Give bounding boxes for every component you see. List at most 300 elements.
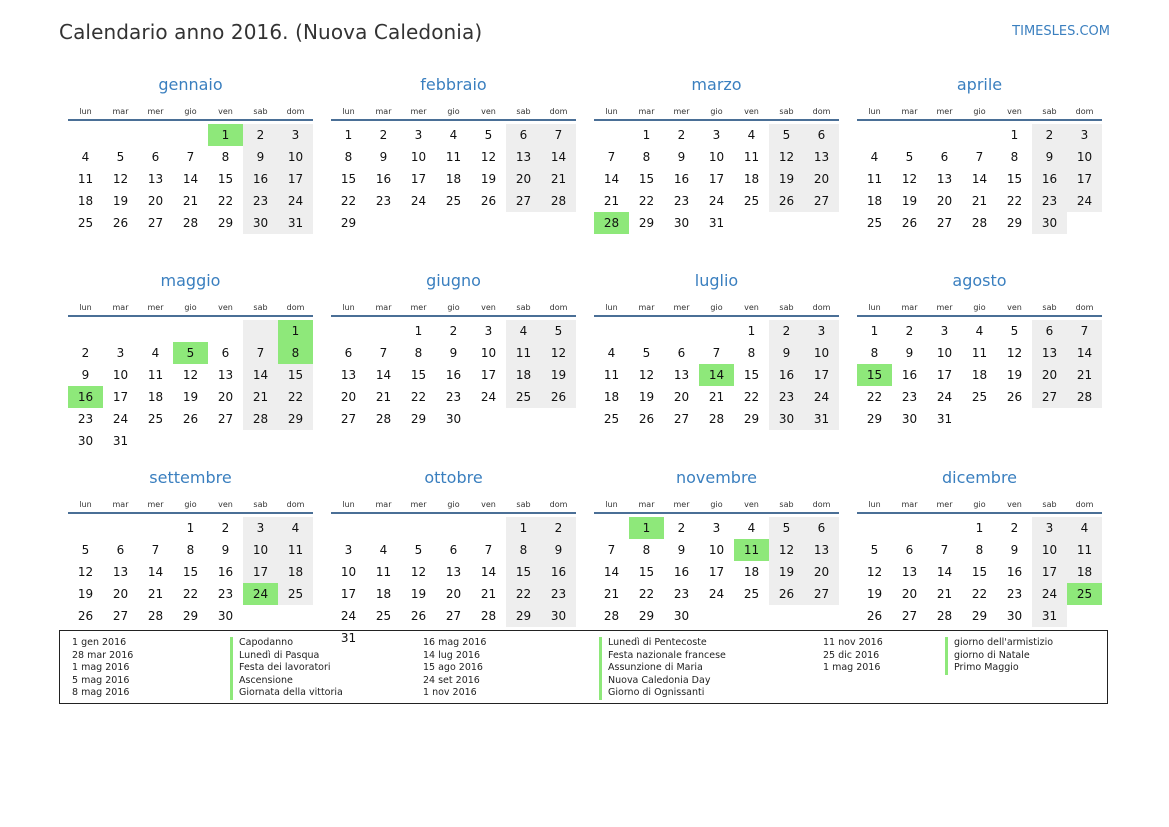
day-cell: 21 [708, 390, 725, 404]
weekday-label: gio [447, 107, 460, 116]
day-cell: 11 [77, 172, 94, 186]
day-cell: 28 [936, 609, 953, 623]
empty-day-cell [68, 517, 103, 539]
empty-day-cell [436, 517, 471, 539]
day-cell: 7 [1067, 320, 1102, 342]
day-cell: 20 [445, 587, 462, 601]
day-cell: 16 [243, 168, 278, 190]
day-cell: 14 [936, 565, 953, 579]
day-cell: 26 [77, 609, 94, 623]
empty-day-cell [892, 124, 927, 146]
day-cell: 23 [1032, 190, 1067, 212]
day-cell: 7 [484, 543, 493, 557]
weekday-label: sab [779, 303, 794, 312]
empty-day-cell [1067, 408, 1102, 430]
month-marzo [594, 74, 839, 270]
day-cell: 31 [278, 212, 313, 234]
day-cell: 18 [971, 368, 988, 382]
day-cell: 14 [541, 146, 576, 168]
day-cell: 29 [971, 609, 988, 623]
day-cell: 22 [410, 390, 427, 404]
empty-day-cell [541, 408, 576, 430]
weekday-label: lun [605, 500, 618, 509]
weekday-label: gio [447, 500, 460, 509]
day-cell: 7 [940, 543, 949, 557]
weekday-label: mer [410, 500, 427, 509]
empty-day-cell [892, 517, 927, 539]
month-title: gennaio [158, 75, 223, 94]
weekday-label: sab [516, 303, 531, 312]
day-cell: 18 [603, 390, 620, 404]
empty-day-cell [857, 517, 892, 539]
empty-day-cell [401, 517, 436, 539]
day-cell: 8 [1010, 150, 1019, 164]
day-cell: 27 [936, 216, 953, 230]
day-cell: 27 [804, 583, 839, 605]
day-cell: 1 [629, 517, 664, 539]
empty-day-cell [1067, 605, 1102, 627]
day-cell: 5 [769, 124, 804, 146]
weekday-label: dom [812, 107, 831, 116]
day-cell: 16 [68, 386, 103, 408]
weekday-header [857, 96, 1102, 121]
day-cell: 4 [449, 128, 458, 142]
site-link[interactable]: TIMESLES.COM [1012, 24, 1110, 39]
day-cell: 28 [971, 216, 988, 230]
day-cell: 2 [769, 320, 804, 342]
weekday-label: sab [1042, 500, 1057, 509]
empty-day-cell [734, 605, 769, 627]
day-cell: 5 [1010, 324, 1019, 338]
day-cell: 9 [541, 539, 576, 561]
day-cell: 25 [743, 194, 760, 208]
empty-day-cell [138, 320, 173, 342]
empty-day-cell [769, 212, 804, 234]
day-cell: 23 [445, 390, 462, 404]
day-cell: 30 [769, 408, 804, 430]
day-cell: 29 [340, 216, 357, 230]
day-cell: 8 [642, 150, 651, 164]
day-cell: 8 [186, 543, 195, 557]
month-maggio [68, 270, 313, 467]
day-cell: 20 [217, 390, 234, 404]
day-cell: 14 [971, 172, 988, 186]
legend-holiday-name: giorno di Natale [945, 650, 1105, 663]
empty-day-cell [68, 320, 103, 342]
day-cell: 13 [1032, 342, 1067, 364]
day-cell: 10 [708, 150, 725, 164]
legend-date: 28 mar 2016 [72, 649, 134, 661]
weekday-label: gio [973, 500, 986, 509]
day-cell: 7 [712, 346, 721, 360]
empty-day-cell [278, 605, 313, 627]
day-cell: 31 [936, 412, 953, 426]
legend-names-3 [945, 637, 1105, 703]
day-cell: 11 [375, 565, 392, 579]
day-cell: 16 [445, 368, 462, 382]
legend-holiday-name: Ascensione [230, 675, 423, 688]
weekday-label: sab [1042, 107, 1057, 116]
day-cell: 6 [344, 346, 353, 360]
day-cell: 19 [541, 364, 576, 386]
day-cell: 6 [677, 346, 686, 360]
day-cell: 28 [708, 412, 725, 426]
day-cell: 13 [112, 565, 129, 579]
day-cell: 12 [182, 368, 199, 382]
weekday-label: dom [286, 107, 305, 116]
day-cell: 25 [278, 583, 313, 605]
day-cell: 27 [340, 412, 357, 426]
weekday-label: sab [516, 107, 531, 116]
holiday-legend [59, 630, 1108, 704]
day-cell: 3 [116, 346, 125, 360]
day-cell: 18 [1067, 561, 1102, 583]
weekday-label: mar [375, 500, 392, 509]
month-title: novembre [675, 468, 758, 487]
day-cell: 16 [217, 565, 234, 579]
day-cell: 12 [77, 565, 94, 579]
day-cell: 3 [1067, 124, 1102, 146]
legend-names-2 [599, 637, 823, 703]
day-cell: 5 [642, 346, 651, 360]
empty-day-cell [594, 320, 629, 342]
weekday-label: lun [868, 107, 881, 116]
day-cell: 2 [81, 346, 90, 360]
weekday-label: mer [936, 107, 953, 116]
day-cell: 1 [344, 128, 353, 142]
day-cell: 9 [379, 150, 388, 164]
empty-day-cell [173, 320, 208, 342]
weekday-label: gio [973, 303, 986, 312]
day-cell: 29 [217, 216, 234, 230]
day-cell: 4 [81, 150, 90, 164]
day-cell: 16 [901, 368, 918, 382]
day-cell: 21 [971, 194, 988, 208]
empty-day-cell [243, 320, 278, 342]
day-cell: 28 [594, 212, 629, 234]
day-cell: 18 [77, 194, 94, 208]
day-cell: 10 [340, 565, 357, 579]
day-cell: 8 [870, 346, 879, 360]
day-cell: 30 [243, 212, 278, 234]
day-cell: 30 [217, 609, 234, 623]
day-cell: 13 [217, 368, 234, 382]
weekday-label: dom [812, 303, 831, 312]
empty-day-cell [243, 605, 278, 627]
weekday-label: ven [744, 303, 759, 312]
day-cell: 17 [112, 390, 129, 404]
weekday-label: ven [481, 303, 496, 312]
weekday-label: lun [79, 303, 92, 312]
day-cell: 16 [673, 172, 690, 186]
day-cell: 31 [804, 408, 839, 430]
legend-dates-1 [72, 637, 230, 703]
day-grid [68, 517, 313, 627]
day-cell: 22 [506, 583, 541, 605]
day-cell: 16 [541, 561, 576, 583]
empty-day-cell [366, 212, 401, 234]
day-cell: 15 [340, 172, 357, 186]
day-cell: 11 [971, 346, 988, 360]
day-cell: 10 [936, 346, 953, 360]
weekday-label: mer [936, 500, 953, 509]
day-cell: 10 [804, 342, 839, 364]
day-cell: 12 [541, 342, 576, 364]
month-title: maggio [160, 271, 221, 290]
weekday-header [68, 489, 313, 514]
day-cell: 13 [445, 565, 462, 579]
month-title: dicembre [941, 468, 1018, 487]
empty-day-cell [138, 430, 173, 452]
day-cell: 6 [804, 517, 839, 539]
empty-day-cell [208, 430, 243, 452]
day-cell: 20 [901, 587, 918, 601]
legend-date: 5 mag 2016 [72, 674, 130, 686]
weekday-label: gio [184, 500, 197, 509]
legend-date: 8 mag 2016 [72, 687, 130, 698]
weekday-label: dom [1075, 107, 1094, 116]
day-cell: 15 [971, 565, 988, 579]
month-febbraio [331, 74, 576, 270]
day-cell: 27 [147, 216, 164, 230]
day-cell: 18 [743, 172, 760, 186]
day-cell: 26 [866, 609, 883, 623]
day-cell: 22 [638, 194, 655, 208]
day-cell: 4 [278, 517, 313, 539]
day-grid [594, 320, 839, 430]
empty-day-cell [857, 124, 892, 146]
day-cell: 9 [449, 346, 458, 360]
day-cell: 26 [480, 194, 497, 208]
day-cell: 21 [182, 194, 199, 208]
day-cell: 29 [743, 412, 760, 426]
weekday-label: mer [147, 500, 164, 509]
day-cell: 6 [449, 543, 458, 557]
day-cell: 5 [870, 543, 879, 557]
day-cell: 10 [410, 150, 427, 164]
day-cell: 14 [243, 364, 278, 386]
empty-day-cell [366, 320, 401, 342]
day-cell: 24 [480, 390, 497, 404]
empty-day-cell [208, 320, 243, 342]
weekday-label: sab [253, 500, 268, 509]
weekday-label: ven [744, 107, 759, 116]
day-grid [331, 320, 576, 430]
empty-day-cell [331, 517, 366, 539]
day-cell: 27 [112, 609, 129, 623]
weekday-label: gio [447, 303, 460, 312]
weekday-label: lun [605, 303, 618, 312]
day-cell: 7 [243, 342, 278, 364]
day-cell: 26 [901, 216, 918, 230]
weekday-label: mar [901, 303, 918, 312]
weekday-label: lun [868, 500, 881, 509]
weekday-label: sab [1042, 303, 1057, 312]
day-cell: 6 [905, 543, 914, 557]
weekday-label: dom [1075, 500, 1094, 509]
legend-holiday-name: Festa dei lavoratori [230, 662, 423, 675]
day-cell: 29 [638, 216, 655, 230]
day-cell: 9 [677, 150, 686, 164]
day-cell: 22 [1006, 194, 1023, 208]
weekday-label: sab [779, 500, 794, 509]
day-cell: 1 [870, 324, 879, 338]
day-cell: 13 [901, 565, 918, 579]
day-cell: 11 [603, 368, 620, 382]
day-cell: 25 [603, 412, 620, 426]
day-cell: 27 [901, 609, 918, 623]
day-cell: 20 [340, 390, 357, 404]
day-cell: 1 [747, 324, 756, 338]
day-cell: 17 [708, 565, 725, 579]
day-cell: 2 [449, 324, 458, 338]
day-cell: 3 [344, 543, 353, 557]
day-cell: 25 [743, 587, 760, 601]
weekday-label: mar [638, 303, 655, 312]
empty-day-cell [401, 212, 436, 234]
day-cell: 18 [866, 194, 883, 208]
legend-holiday-name: giorno dell'armistizio [945, 637, 1105, 650]
day-cell: 14 [603, 172, 620, 186]
weekday-label: ven [218, 107, 233, 116]
day-cell: 24 [936, 390, 953, 404]
day-cell: 19 [1006, 368, 1023, 382]
day-cell: 11 [734, 539, 769, 561]
day-cell: 9 [221, 543, 230, 557]
legend-date: 1 mag 2016 [823, 662, 881, 673]
day-cell: 30 [445, 412, 462, 426]
weekday-label: mar [638, 500, 655, 509]
day-cell: 2 [221, 521, 230, 535]
day-cell: 19 [769, 168, 804, 190]
day-cell: 8 [344, 150, 353, 164]
day-cell: 6 [804, 124, 839, 146]
day-cell: 30 [1032, 212, 1067, 234]
day-cell: 11 [445, 150, 462, 164]
day-cell: 8 [278, 342, 313, 364]
empty-day-cell [471, 408, 506, 430]
day-cell: 20 [112, 587, 129, 601]
day-cell: 11 [743, 150, 760, 164]
empty-day-cell [173, 430, 208, 452]
day-cell: 15 [857, 364, 892, 386]
day-cell: 21 [147, 587, 164, 601]
day-cell: 8 [642, 543, 651, 557]
weekday-label: dom [549, 107, 568, 116]
legend-holiday-name: Giorno di Ognissanti [599, 687, 823, 700]
day-cell: 7 [379, 346, 388, 360]
weekday-header [857, 489, 1102, 514]
empty-day-cell [541, 212, 576, 234]
day-cell: 25 [147, 412, 164, 426]
day-cell: 29 [866, 412, 883, 426]
weekday-label: mar [901, 107, 918, 116]
weekday-label: ven [218, 303, 233, 312]
day-cell: 2 [1010, 521, 1019, 535]
month-luglio [594, 270, 839, 467]
empty-day-cell [68, 124, 103, 146]
day-cell: 12 [866, 565, 883, 579]
day-grid [857, 124, 1102, 234]
day-cell: 10 [243, 539, 278, 561]
day-grid [857, 320, 1102, 430]
day-cell: 5 [484, 128, 493, 142]
day-cell: 23 [769, 386, 804, 408]
legend-date: 15 ago 2016 [423, 662, 483, 673]
legend-holiday-name: Giornata della vittoria [230, 687, 423, 700]
weekday-label: sab [253, 107, 268, 116]
empty-day-cell [436, 212, 471, 234]
day-cell: 15 [278, 364, 313, 386]
day-cell: 16 [673, 565, 690, 579]
legend-holiday-name: Assunzione di Maria [599, 662, 823, 675]
day-cell: 17 [480, 368, 497, 382]
day-cell: 5 [414, 543, 423, 557]
empty-day-cell [699, 320, 734, 342]
day-cell: 13 [340, 368, 357, 382]
day-cell: 23 [673, 587, 690, 601]
empty-day-cell [331, 320, 366, 342]
weekday-label: mar [112, 107, 129, 116]
day-cell: 23 [243, 190, 278, 212]
day-cell: 3 [712, 521, 721, 535]
day-cell: 29 [182, 609, 199, 623]
day-cell: 31 [1032, 605, 1067, 627]
weekday-label: mer [147, 303, 164, 312]
day-cell: 7 [607, 543, 616, 557]
weekday-header [594, 96, 839, 121]
weekday-label: ven [218, 500, 233, 509]
day-cell: 18 [375, 587, 392, 601]
day-cell: 1 [1010, 128, 1019, 142]
day-cell: 28 [243, 408, 278, 430]
day-cell: 15 [638, 172, 655, 186]
day-cell: 18 [445, 172, 462, 186]
day-cell: 30 [1006, 609, 1023, 623]
legend-date: 25 dic 2016 [823, 649, 880, 661]
day-cell: 16 [769, 364, 804, 386]
day-cell: 1 [278, 320, 313, 342]
day-cell: 4 [747, 521, 756, 535]
day-cell: 4 [607, 346, 616, 360]
day-cell: 15 [410, 368, 427, 382]
day-cell: 21 [541, 168, 576, 190]
empty-day-cell [699, 605, 734, 627]
day-cell: 20 [147, 194, 164, 208]
day-cell: 29 [638, 609, 655, 623]
weekday-label: gio [710, 500, 723, 509]
day-cell: 5 [769, 517, 804, 539]
weekday-label: mer [673, 303, 690, 312]
empty-day-cell [997, 408, 1032, 430]
day-cell: 4 [1067, 517, 1102, 539]
legend-holiday-name: Primo Maggio [945, 662, 1105, 675]
day-cell: 29 [506, 605, 541, 627]
day-cell: 29 [410, 412, 427, 426]
day-cell: 21 [936, 587, 953, 601]
day-cell: 4 [506, 320, 541, 342]
day-cell: 22 [182, 587, 199, 601]
day-cell: 26 [182, 412, 199, 426]
weekday-label: dom [812, 500, 831, 509]
legend-names-1 [230, 637, 423, 703]
day-cell: 26 [638, 412, 655, 426]
month-title: luglio [694, 271, 739, 290]
legend-date: 11 nov 2016 [823, 637, 883, 648]
day-cell: 23 [375, 194, 392, 208]
legend-date: 1 gen 2016 [72, 637, 127, 648]
month-title: agosto [952, 271, 1007, 290]
